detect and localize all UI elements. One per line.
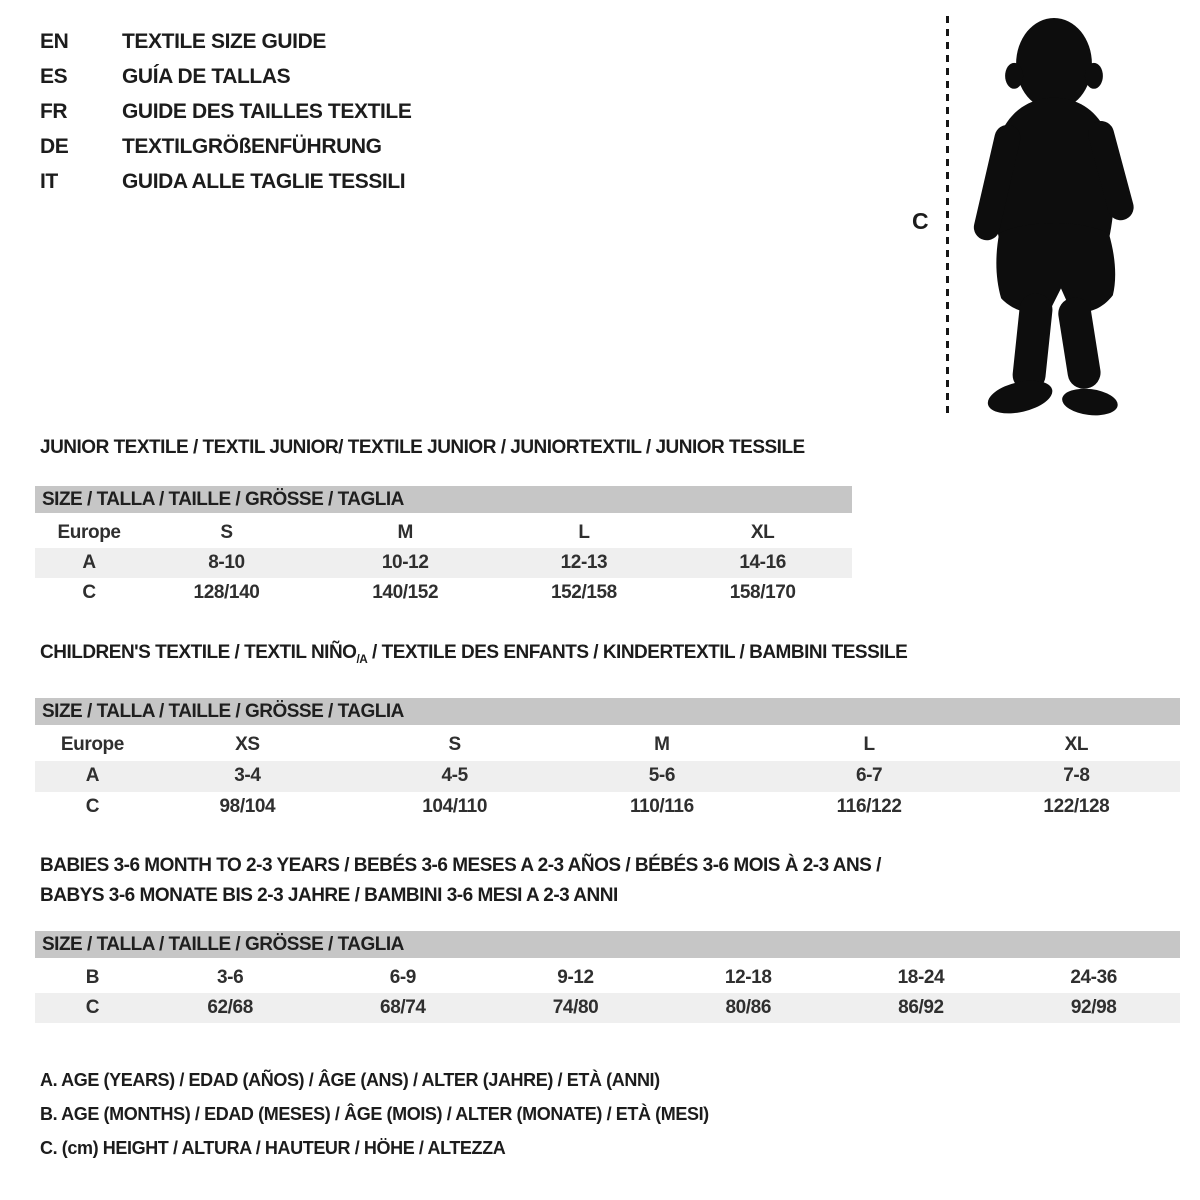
size-cell: L	[578, 522, 590, 543]
height-cell: 98/104	[219, 796, 276, 818]
table-row	[35, 761, 1180, 792]
size-cell: M	[397, 522, 413, 543]
months-cell: 9-12	[557, 967, 594, 988]
babies-size-header: SIZE / TALLA / TAILLE / GRÖSSE / TAGLIA	[35, 931, 1180, 958]
language-code: FR	[40, 100, 68, 123]
language-code: ES	[40, 65, 68, 88]
height-cell: 158/170	[729, 582, 796, 603]
children-size-header: SIZE / TALLA / TAILLE / GRÖSSE / TAGLIA	[35, 698, 1180, 725]
height-cell: 128/140	[193, 582, 260, 603]
table-row	[35, 578, 852, 608]
language-code: EN	[40, 30, 69, 53]
table-row	[35, 993, 1180, 1023]
language-label: GUIDE DES TAILLES TEXTILE	[122, 100, 412, 123]
height-cell: 86/92	[835, 993, 1008, 1023]
age-cell: 7-8	[973, 761, 1180, 792]
height-cell: 152/158	[550, 582, 617, 603]
language-row-en	[40, 24, 411, 59]
size-cell: S	[448, 734, 461, 756]
size-cell: XL	[750, 522, 775, 543]
measure-c-label: C	[912, 208, 929, 234]
age-cell: 4-5	[351, 761, 558, 792]
height-cell: 140/152	[372, 582, 439, 603]
months-cell: 6-9	[389, 967, 416, 988]
children-section-title	[35, 643, 1180, 670]
language-row-de	[40, 129, 411, 164]
language-code: DE	[40, 135, 69, 158]
row-label: A	[35, 548, 137, 578]
months-cell: 3-6	[216, 967, 244, 988]
age-cell: 3-4	[144, 761, 351, 792]
language-label: TEXTILGRÖßENFÜHRUNG	[122, 135, 382, 158]
row-label: Europe	[57, 522, 121, 543]
row-label: B	[85, 967, 100, 988]
language-row-it	[40, 164, 411, 199]
age-cell: 14-16	[673, 548, 852, 578]
toddler-silhouette-icon	[962, 12, 1146, 416]
height-dashed-line	[946, 16, 949, 418]
age-cell: 8-10	[137, 548, 316, 578]
height-cell: 116/122	[836, 796, 902, 818]
language-code: IT	[40, 170, 58, 193]
babies-section-title-line2: BABYS 3-6 MONATE BIS 2-3 JAHRE / BAMBINI 3-6 MESI A 2-3 ANNI	[40, 885, 618, 906]
junior-size-table	[35, 518, 852, 608]
legend-line-b: B. AGE (MONTHS) / EDAD (MESES) / ÂGE (MOIS) / ALTER (MONATE) / ETÀ (MESI)	[40, 1104, 709, 1124]
junior-size-header: SIZE / TALLA / TAILLE / GRÖSSE / TAGLIA	[35, 486, 852, 513]
size-cell: S	[220, 522, 233, 543]
height-cell: 122/128	[1043, 796, 1110, 818]
language-row-fr	[40, 94, 411, 129]
legend-line-a: A. AGE (YEARS) / EDAD (AÑOS) / ÂGE (ANS) / ALTER (JAHRE) / ETÀ (ANNI)	[40, 1070, 660, 1090]
language-list	[40, 24, 411, 199]
height-cell: 92/98	[1007, 993, 1180, 1023]
age-cell: 10-12	[316, 548, 495, 578]
height-cell: 68/74	[316, 993, 489, 1023]
size-cell: XS	[235, 734, 260, 756]
age-cell: 6-7	[765, 761, 972, 792]
row-label: Europe	[60, 734, 124, 756]
table-row	[35, 730, 1180, 761]
height-cell: 80/86	[662, 993, 835, 1023]
height-cell: 62/68	[144, 993, 317, 1023]
babies-section	[35, 851, 1180, 1023]
table-row	[35, 548, 852, 578]
months-cell: 12-18	[724, 967, 772, 988]
junior-section	[35, 438, 852, 608]
age-cell: 12-13	[495, 548, 674, 578]
babies-size-table	[35, 963, 1180, 1023]
height-cell: 74/80	[489, 993, 662, 1023]
language-row-es	[40, 59, 411, 94]
title-subscript: /A	[356, 652, 368, 666]
age-cell: 5-6	[558, 761, 765, 792]
months-cell: 24-36	[1070, 967, 1117, 988]
language-label: TEXTILE SIZE GUIDE	[122, 30, 326, 53]
size-cell: L	[863, 734, 875, 756]
table-row	[35, 518, 852, 548]
row-label: C	[85, 796, 100, 818]
height-cell: 104/110	[422, 796, 488, 818]
legend	[40, 1063, 709, 1165]
language-label: GUÍA DE TALLAS	[122, 65, 291, 88]
children-size-table	[35, 730, 1180, 823]
babies-section-title-line1: BABIES 3-6 MONTH TO 2-3 YEARS / BEBÉS 3-6 MESES A 2-3 AÑOS / BÉBÉS 3-6 MOIS À 2-3 ANS /	[40, 855, 881, 876]
height-cell: 110/116	[629, 796, 694, 818]
row-label: A	[35, 761, 144, 792]
title-text: / TEXTILE DES ENFANTS / KINDERTEXTIL / BAMBINI TESSILE	[367, 642, 908, 663]
table-row	[35, 963, 1180, 993]
height-measure-figure	[898, 8, 1160, 420]
junior-section-title: JUNIOR TEXTILE / TEXTIL JUNIOR/ TEXTILE JUNIOR / JUNIORTEXTIL / JUNIOR TESSILE	[40, 437, 805, 458]
legend-line-c: C. (cm) HEIGHT / ALTURA / HAUTEUR / HÖHE / ALTEZZA	[40, 1138, 506, 1158]
row-label: C	[35, 993, 144, 1023]
months-cell: 18-24	[897, 967, 945, 988]
row-label: C	[82, 582, 96, 603]
size-cell: XL	[1064, 734, 1089, 756]
table-row	[35, 792, 1180, 823]
size-cell: M	[654, 734, 670, 756]
language-label: GUIDA ALLE TAGLIE TESSILI	[122, 170, 406, 193]
title-text: CHILDREN'S TEXTILE / TEXTIL NIÑO	[40, 642, 357, 663]
children-section	[35, 643, 1180, 823]
